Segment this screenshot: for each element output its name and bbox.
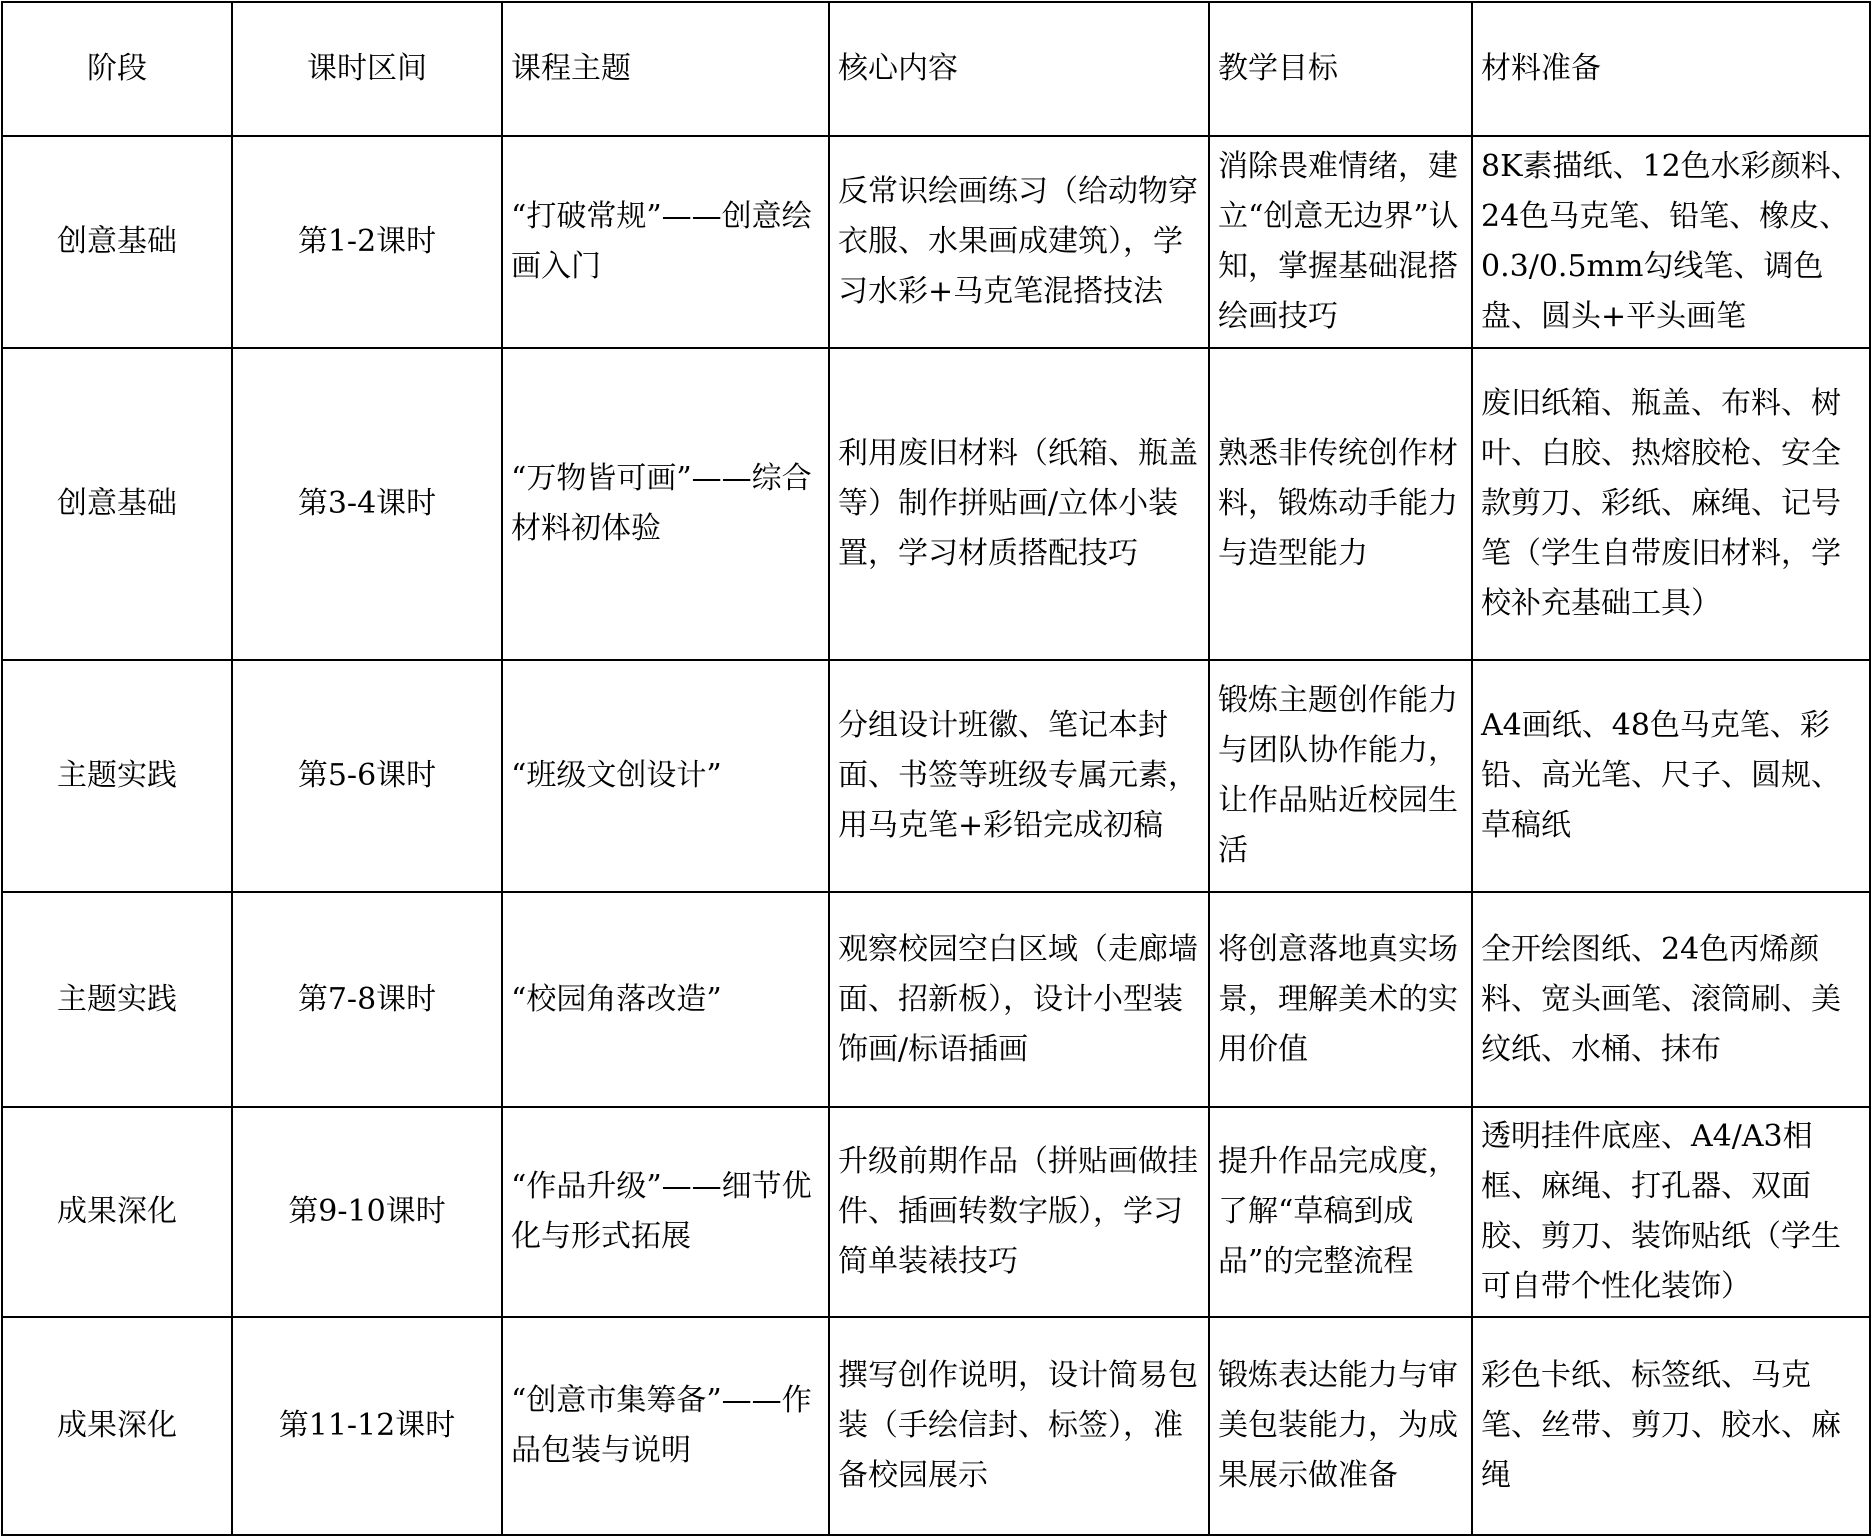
cell-topic: “万物皆可画”——综合材料初体验 (502, 348, 829, 660)
cell-content: 利用废旧材料（纸箱、瓶盖等）制作拼贴画/立体小装置，学习材质搭配技巧 (829, 348, 1209, 660)
header-topic: 课程主题 (502, 2, 829, 136)
cell-topic: “班级文创设计” (502, 660, 829, 892)
cell-stage: 创意基础 (2, 348, 232, 660)
cell-stage: 主题实践 (2, 892, 232, 1107)
cell-content: 反常识绘画练习（给动物穿衣服、水果画成建筑），学习水彩+马克笔混搭技法 (829, 136, 1209, 348)
cell-content: 观察校园空白区域（走廊墙面、招新板），设计小型装饰画/标语插画 (829, 892, 1209, 1107)
cell-content: 撰写创作说明，设计简易包装（手绘信封、标签），准备校园展示 (829, 1317, 1209, 1535)
table-row (2, 660, 1870, 892)
cell-goal: 提升作品完成度，了解“草稿到成品”的完整流程 (1209, 1107, 1472, 1317)
cell-materials: 彩色卡纸、标签纸、马克笔、丝带、剪刀、胶水、麻绳 (1472, 1317, 1870, 1535)
cell-goal: 消除畏难情绪，建立“创意无边界”认知，掌握基础混搭绘画技巧 (1209, 136, 1472, 348)
table-row (2, 892, 1870, 1107)
header-period: 课时区间 (232, 2, 502, 136)
cell-topic: “作品升级”——细节优化与形式拓展 (502, 1107, 829, 1317)
cell-period: 第1-2课时 (232, 136, 502, 348)
cell-topic: “打破常规”——创意绘画入门 (502, 136, 829, 348)
cell-period: 第11-12课时 (232, 1317, 502, 1535)
table-row (2, 136, 1870, 348)
cell-materials: 全开绘图纸、24色丙烯颜料、宽头画笔、滚筒刷、美纹纸、水桶、抹布 (1472, 892, 1870, 1107)
cell-goal: 将创意落地真实场景，理解美术的实用价值 (1209, 892, 1472, 1107)
cell-materials: A4画纸、48色马克笔、彩铅、高光笔、尺子、圆规、草稿纸 (1472, 660, 1870, 892)
cell-content: 升级前期作品（拼贴画做挂件、插画转数字版），学习简单装裱技巧 (829, 1107, 1209, 1317)
cell-materials: 8K素描纸、12色水彩颜料、24色马克笔、铅笔、橡皮、0.3/0.5mm勾线笔、调色盘、圆头+平头画笔 (1472, 136, 1870, 348)
cell-stage: 主题实践 (2, 660, 232, 892)
cell-stage: 创意基础 (2, 136, 232, 348)
header-goal: 教学目标 (1209, 2, 1472, 136)
cell-goal: 锻炼表达能力与审美包装能力，为成果展示做准备 (1209, 1317, 1472, 1535)
cell-topic: “创意市集筹备”——作品包装与说明 (502, 1317, 829, 1535)
cell-period: 第5-6课时 (232, 660, 502, 892)
cell-topic: “校园角落改造” (502, 892, 829, 1107)
cell-stage: 成果深化 (2, 1107, 232, 1317)
cell-materials: 透明挂件底座、A4/A3相框、麻绳、打孔器、双面胶、剪刀、装饰贴纸（学生可自带个性化装饰） (1472, 1107, 1870, 1317)
cell-stage: 成果深化 (2, 1317, 232, 1535)
table-row (2, 348, 1870, 660)
cell-period: 第7-8课时 (232, 892, 502, 1107)
cell-goal: 锻炼主题创作能力与团队协作能力，让作品贴近校园生活 (1209, 660, 1472, 892)
cell-content: 分组设计班徽、笔记本封面、书签等班级专属元素，用马克笔+彩铅完成初稿 (829, 660, 1209, 892)
cell-period: 第9-10课时 (232, 1107, 502, 1317)
table-row (2, 1317, 1870, 1535)
table-header-row (2, 2, 1870, 136)
cell-materials: 废旧纸箱、瓶盖、布料、树叶、白胶、热熔胶枪、安全款剪刀、彩纸、麻绳、记号笔（学生自带废旧材料，学校补充基础工具） (1472, 348, 1870, 660)
header-content: 核心内容 (829, 2, 1209, 136)
cell-goal: 熟悉非传统创作材料，锻炼动手能力与造型能力 (1209, 348, 1472, 660)
table-row (2, 1107, 1870, 1317)
course-schedule-table (1, 1, 1871, 1536)
cell-period: 第3-4课时 (232, 348, 502, 660)
header-stage: 阶段 (2, 2, 232, 136)
header-materials: 材料准备 (1472, 2, 1870, 136)
